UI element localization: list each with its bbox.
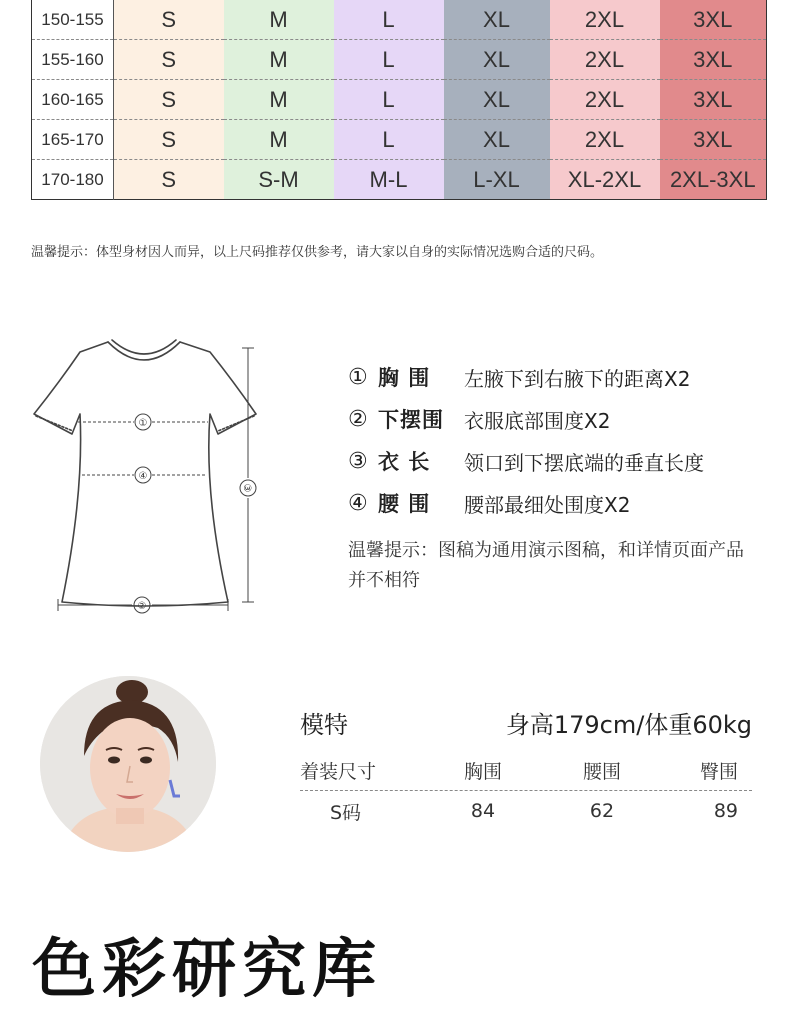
table-row <box>32 120 767 160</box>
size-cell: S <box>114 120 224 160</box>
measure-number: ① <box>348 364 368 390</box>
size-cell: M-L <box>334 160 444 200</box>
height-cell: 170-180 <box>32 160 114 200</box>
measure-desc: 领口到下摆底端的垂直长度 <box>464 450 704 475</box>
model-photo-icon <box>40 676 216 852</box>
size-cell: S <box>114 160 224 200</box>
height-cell: 150-155 <box>32 0 114 40</box>
size-cell: 2XL <box>550 0 660 40</box>
size-cell: L <box>334 120 444 160</box>
model-values <box>300 791 752 831</box>
list-item <box>348 398 768 440</box>
marker-chest: ① <box>138 418 148 429</box>
size-cell: 3XL <box>660 40 767 80</box>
list-item <box>348 482 768 524</box>
height-cell: 155-160 <box>32 40 114 80</box>
table-row <box>32 0 767 40</box>
value-cell: 89 <box>713 800 738 822</box>
measure-number: ② <box>348 406 368 432</box>
model-stats: 身高179cm/体重60kg <box>505 710 752 739</box>
measure-name: 下摆围 <box>378 408 444 432</box>
column-header: 腰围 <box>582 760 621 783</box>
size-cell: XL <box>444 0 550 40</box>
column-header: 胸围 <box>463 760 502 783</box>
size-cell: 2XL <box>550 120 660 160</box>
table-row <box>32 40 767 80</box>
size-cell: M <box>224 120 334 160</box>
model-label: 模特 <box>300 710 348 739</box>
size-table <box>31 0 767 200</box>
size-cell: S <box>114 40 224 80</box>
measure-desc: 左腋下到右腋下的距离X2 <box>464 366 691 391</box>
marker-length: ③ <box>241 483 252 493</box>
size-cell: XL <box>444 40 550 80</box>
height-cell: 160-165 <box>32 80 114 120</box>
value-cell: 62 <box>589 800 615 822</box>
size-cell: 3XL <box>660 0 767 40</box>
measure-name: 衣 长 <box>378 450 431 474</box>
size-cell: S-M <box>224 160 334 200</box>
size-cell: M <box>224 0 334 40</box>
tshirt-diagram <box>28 334 268 618</box>
size-cell: L-XL <box>444 160 550 200</box>
marker-hem: ② <box>137 601 147 612</box>
list-item <box>348 356 768 398</box>
size-cell: 3XL <box>660 120 767 160</box>
size-cell: L <box>334 80 444 120</box>
size-cell: XL <box>444 120 550 160</box>
model-info <box>300 700 752 831</box>
column-header: 臀围 <box>699 760 738 783</box>
size-cell: XL-2XL <box>550 160 660 200</box>
measure-desc: 腰部最细处围度X2 <box>464 492 631 517</box>
marker-waist: ④ <box>138 471 148 482</box>
size-cell: S <box>114 0 224 40</box>
measure-name: 腰 围 <box>378 492 431 516</box>
size-cell: 2XL-3XL <box>660 160 767 200</box>
measure-desc: 衣服底部围度X2 <box>464 408 611 433</box>
size-tip: 温馨提示：体型身材因人而异，以上尺码推荐仅供参考，请大家以自身的实际情况选购合适的尺码。 <box>31 245 604 260</box>
size-cell: 3XL <box>660 80 767 120</box>
measure-number: ④ <box>348 490 368 516</box>
table-row <box>32 80 767 120</box>
size-cell: 2XL <box>550 80 660 120</box>
section-title: 色彩研究库 <box>32 933 382 1007</box>
diagram-tip: 温馨提示：图稿为通用演示图稿，和详情页面产品并不相符 <box>348 540 744 591</box>
model-avatar <box>40 676 216 852</box>
size-cell: L <box>334 40 444 80</box>
measure-number: ③ <box>348 448 368 474</box>
size-cell: M <box>224 40 334 80</box>
model-header <box>300 700 752 744</box>
list-item <box>348 440 768 482</box>
size-cell: S <box>114 80 224 120</box>
value-cell: S码 <box>330 801 362 824</box>
table-row <box>32 160 767 200</box>
size-cell: 2XL <box>550 40 660 80</box>
value-cell: 84 <box>470 800 496 822</box>
size-cell: L <box>334 0 444 40</box>
column-header: 着装尺寸 <box>300 760 377 783</box>
height-cell: 165-170 <box>32 120 114 160</box>
measure-name: 胸 围 <box>378 366 431 390</box>
size-cell: M <box>224 80 334 120</box>
model-columns <box>300 750 752 791</box>
size-cell: XL <box>444 80 550 120</box>
measurement-list <box>348 356 768 524</box>
